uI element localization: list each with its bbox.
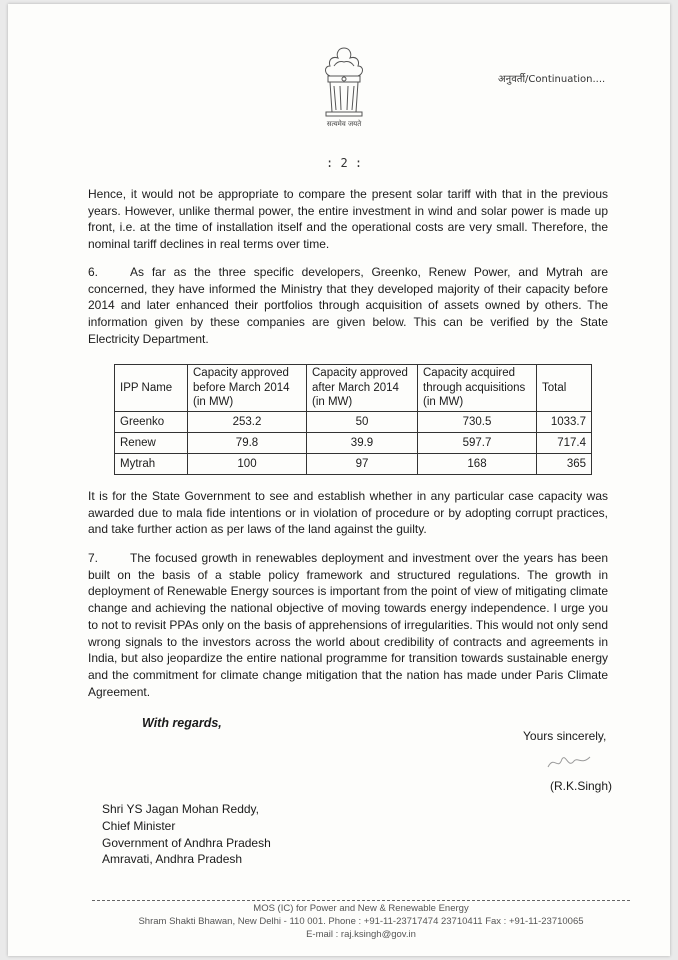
paragraph-state-govt: It is for the State Government to see and establish whether in any particular case capacity was awarded due to mala fide intentions or in violation of procedure or by adopting corrupt practices, and take further action as per laws of the land against the guilty.	[88, 489, 608, 537]
cell-total: 717.4	[537, 432, 592, 453]
paragraph-text: The focused growth in renewables deployment and investment over the years has been built on the basis of a stable policy framework and structured regulations. The growth in deployment of Renewable Energy sources is important from the point of view of mitigating climate change and achieving the national objective of moving towards energy independence. I urge you to not to revisit PPAs only on the basis of apprehensions of irregularities. This would not only send wrong signals to the investors across the world about credibility of contracts and agreements in India, but also jeopardize the entire national programme for transition towards sustainable energy and the commitment for climate change mitigation that the nation has made under Paris Climate Agreement.	[88, 551, 608, 699]
cell-before: 100	[188, 453, 307, 474]
signatory-name: (R.K.Singh)	[550, 779, 613, 793]
yours-sincerely: Yours sincerely,	[523, 729, 607, 743]
national-emblem-icon	[314, 42, 374, 124]
paragraph-6	[88, 264, 608, 348]
addressee-location: Amravati, Andhra Pradesh	[102, 852, 243, 867]
continuation-note: अनुवर्ती/Continuation....	[498, 74, 606, 85]
header-after-2014: Capacity approved after March 2014 (in MW)	[307, 365, 418, 412]
cell-total: 1033.7	[537, 411, 592, 432]
capacity-table	[114, 364, 592, 475]
cell-name: Renew	[115, 432, 188, 453]
paragraph-number: 7.	[88, 551, 99, 565]
footer-divider	[92, 900, 630, 901]
cell-after: 39.9	[307, 432, 418, 453]
letter-page	[8, 4, 670, 956]
cell-after: 97	[307, 453, 418, 474]
paragraph-number: 6.	[88, 265, 99, 279]
cell-name: Mytrah	[115, 453, 188, 474]
signature-mark	[544, 751, 594, 773]
addressee-government: Government of Andhra Pradesh	[102, 835, 271, 850]
addressee-block	[102, 801, 271, 868]
page-number: : 2 :	[326, 156, 363, 170]
cell-name: Greenko	[115, 411, 188, 432]
regards-line: With regards,	[142, 716, 222, 730]
table-row	[115, 411, 592, 432]
cell-after: 50	[307, 411, 418, 432]
cell-acquired: 597.7	[418, 432, 537, 453]
cell-before: 253.2	[188, 411, 307, 432]
paragraph-7	[88, 550, 608, 700]
addressee-title: Chief Minister	[102, 818, 176, 833]
letterhead-footer	[92, 902, 630, 941]
cell-total: 365	[537, 453, 592, 474]
header-acquired: Capacity acquired through acquisitions (in MW)	[418, 365, 537, 412]
footer-office: MOS (IC) for Power and New & Renewable Energy	[253, 903, 469, 914]
header-before-2014: Capacity approved before March 2014 (in MW)	[188, 365, 307, 412]
header-total: Total	[537, 365, 592, 412]
header-ipp-name: IPP Name	[115, 365, 188, 412]
table-header-row	[115, 365, 592, 412]
table-row	[115, 432, 592, 453]
footer-email: E-mail : raj.ksingh@gov.in	[306, 929, 416, 940]
cell-acquired: 730.5	[418, 411, 537, 432]
footer-address: Shram Shakti Bhawan, New Delhi - 110 001. Phone : +91-11-23717474 23710411 Fax : +91-11-23710065	[138, 916, 584, 927]
paragraph-text: As far as the three specific developers, Greenko, Renew Power, and Mytrah are concerned, they have informed the Ministry that they developed majority of their capacity before 2014 and later enhanced their portfolios through acquisition of assets owned by others. The information given by these companies are given below. This can be verified by the State Electricity Department.	[88, 265, 608, 346]
cell-before: 79.8	[188, 432, 307, 453]
emblem-motto: सत्यमेव जयते	[326, 120, 362, 128]
cell-acquired: 168	[418, 453, 537, 474]
paragraph-tariff: Hence, it would not be appropriate to compare the present solar tariff with that in the previous years. However, unlike thermal power, the entire investment in wind and solar power is made up front, i.e. at the time of installation itself and the operational costs are very small. Therefore, the nominal tariff declines in real terms over time.	[88, 187, 608, 252]
addressee-name: Shri YS Jagan Mohan Reddy,	[102, 802, 259, 816]
table-row	[115, 453, 592, 474]
